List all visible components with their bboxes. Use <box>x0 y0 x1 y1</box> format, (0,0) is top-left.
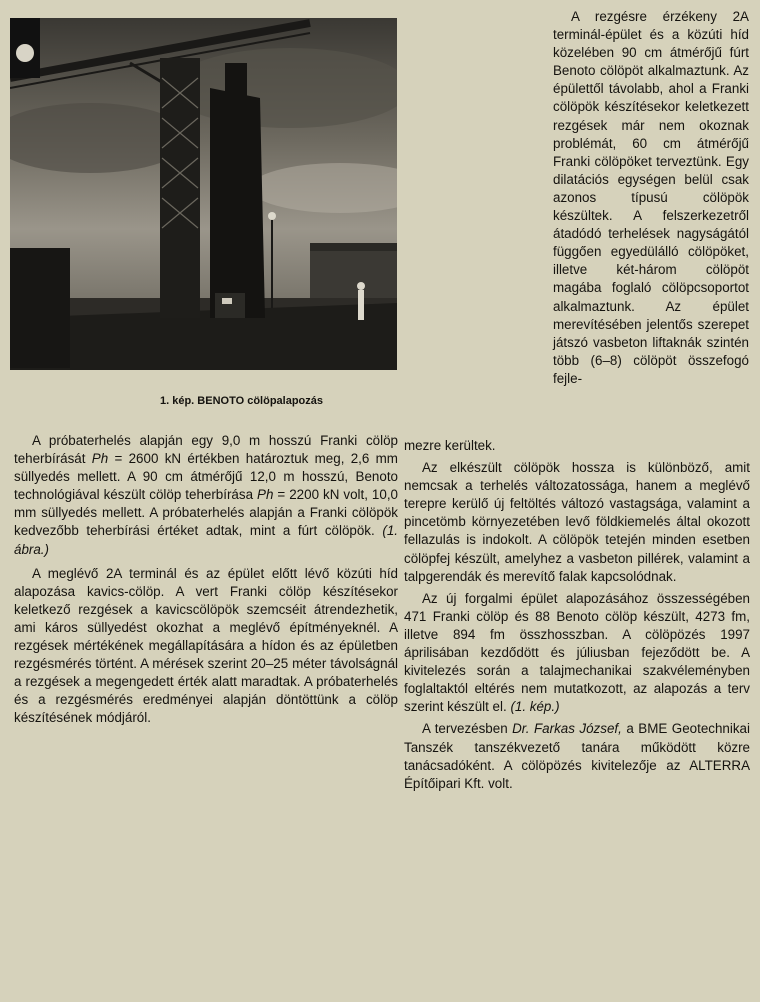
symbol-ph: Ph <box>91 451 109 467</box>
figure-caption: 1. kép. BENOTO cölöpalapozás <box>160 395 324 407</box>
text-segment: = 2600 kN értékben határoztuk meg, 2,6 mm süllyedés mellett. A 90 cm átmérőjű 12,0 m hosszú, Benoto technológiával készült cölöp teherbírása <box>14 451 398 503</box>
paragraph-piles-type: A rezgésre érzékeny 2A terminál-épület és a közúti híd közelében 90 cm átmérőjű fúrt Benoto cölöpöt alkalmaztunk. Az épülettől távolabb, ahol a Franki cölöpök készítésekor keletkezett rezgések már nem okoznak problémát, 60 cm átmérőjű Franki cölöpöket terveztünk. Egy dilatációs egységen belül csak azonos típusú cölöpök készültek. A felszerkezetről átadódó terhelések nagyságától függően egyedülálló cölöpöket, illetve két-három cölöpöt magába foglaló cölöpcsoportot alkalmaztunk. Az épület merevítésében jelentős szerepet játszó vasbeton liftaknák szintén több (6–8) cölöpöt összefogó fejle- <box>553 9 749 386</box>
symbol-ph: Ph <box>257 487 274 503</box>
photo-reference: (1. kép.) <box>510 699 560 715</box>
paragraph-pile-lengths: Az elkészült cölöpök hossza is különböző, amit nemcsak a terhelés változatossága, hanem a meglévő terepre kerülő új feltöltés változó vastagsága, valamint a pincetömb környezetében levő földkiemelés által okozott fellazulás is indokolt. A cölöpök tetején minden esetben cölöpfej készült, amelyhez a vasbeton pillérek, valamint a talpgerendák és merevítő falak kapcsolódnak. <box>404 460 750 584</box>
text-segment: Az új forgalmi épület alapozásához összességében 471 Franki cölöp és 88 Benoto cölöp készült, 4273 fm, illetve 894 fm összhosszban. A cölöpözés 1997 áprilisában kezdődött és júliusban fejeződött be. A kivitelezés során a talajmechanikai szakvéleményben foglaltaktól eltérés nem mutatkozott, az alapozás a terv szerint készült el. <box>404 590 750 715</box>
person-name: Dr. Farkas József, <box>512 721 622 737</box>
paragraph-vibration: A meglévő 2A terminál és az épület előtt lévő közúti híd alapozása kavics-cölöp. A vert Franki cölöp készítésekor keletkező rezgések a kavicscölöpök szemcséit átrendezhetik, ami káros süllyedést okozhat a meglévő építményeknél. A rezgések mértékének megállapítására a hídon és az épületben rezgésmérés történt. A mérések szerint 20–25 méter távolságnál a rezgések a megengedett érték alatt maradtak. A próbaterhelés és a rezgésmérés eredményei alapján döntöttünk a cölöp készítésének módjáról. <box>14 565 398 726</box>
left-column <box>14 432 398 728</box>
paragraph-credits <box>404 720 750 792</box>
paragraph-continuation: mezre kerültek. <box>404 438 496 453</box>
benoto-piling-photo <box>10 18 397 370</box>
paragraph-quantities <box>404 590 750 717</box>
right-column-top <box>553 8 749 388</box>
paragraph-load-test <box>14 432 398 559</box>
figure-reference: (1. ábra.) <box>14 523 398 557</box>
text-segment: A tervezésben <box>422 721 508 737</box>
text-segment: A próbaterhelés alapján egy 9,0 m hosszú Franki cölöp teherbírását <box>14 433 398 467</box>
text-segment: = 2200 kN volt, 10,0 mm süllyedés mellett. A próbaterhelés alapján a Franki cölöpök kedvezőbb teherbírási értéket adtak, mint a fúrt cölöpök. <box>14 487 398 539</box>
text-segment: a BME Geotechnikai Tanszék tanszékvezető tanára működött közre tanácsadóként. A cölöpözés kivitelezője az ALTERRA Építőipari Kft. volt. <box>404 721 750 791</box>
construction-site-image <box>10 18 397 370</box>
right-column <box>404 437 750 793</box>
